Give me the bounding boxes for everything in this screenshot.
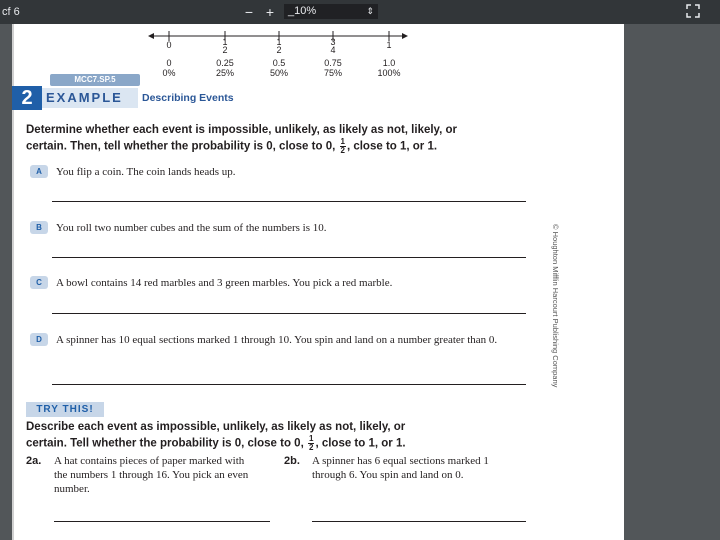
- try-this-label: TRY THIS!: [26, 402, 104, 417]
- nl-decimal-2: 0.5: [272, 58, 286, 68]
- answer-line-d[interactable]: [52, 384, 526, 385]
- document-page: [12, 24, 624, 540]
- nl-percent-1: 25%: [215, 68, 234, 78]
- fraction-one-half: $\frac{1}{2}$: [340, 137, 345, 155]
- item-badge: D: [30, 333, 48, 346]
- try-item-label: 2a.: [26, 455, 42, 467]
- item-badge: A: [30, 165, 48, 178]
- viewer-toolbar: [0, 0, 720, 24]
- page-indicator: cf 6: [2, 6, 20, 18]
- nl-decimal-0: 0: [166, 58, 172, 68]
- nl-decimal-4: 1.0: [382, 58, 396, 68]
- example-item-d: [26, 333, 526, 361]
- nl-decimal-3: 0.75: [324, 58, 342, 68]
- nl-percent-2: 50%: [269, 68, 288, 78]
- nl-frac-0: 0: [166, 40, 172, 50]
- answer-line-a[interactable]: [52, 201, 526, 202]
- nl-frac-3: 3 4: [330, 37, 336, 55]
- nl-percent-0: 0%: [162, 68, 176, 78]
- nl-decimal-1: 0.25: [216, 58, 234, 68]
- nl-frac-4: 1: [386, 40, 392, 50]
- item-text: A spinner has 10 equal sections marked 1 through 10. You spin and land on a number greater than 0.: [56, 334, 498, 346]
- example-item-b: [26, 221, 526, 235]
- standard-tag: MCC7.SP.5: [50, 74, 140, 86]
- fraction-one-half: $\frac{1}{2}$: [308, 434, 314, 452]
- example-label: EXAMPLE: [42, 88, 138, 108]
- example-title: Describing Events: [142, 92, 234, 104]
- try-item-text: A spinner has 6 equal sections marked 1 through 6. You spin and land on 0.: [312, 455, 489, 481]
- chevron-updown-icon: ⇕: [366, 6, 374, 16]
- nl-percent-3: 75%: [323, 68, 342, 78]
- answer-line-b[interactable]: [52, 257, 526, 258]
- viewer-background: [624, 24, 720, 540]
- try-item-label: 2b.: [284, 455, 300, 467]
- item-badge: B: [30, 221, 48, 234]
- item-text: You roll two number cubes and the sum of the numbers is 10.: [56, 222, 327, 234]
- try-this-instructions: Describe each event as impossible, unlikely, as likely as not, likely, or certain. Tell whether the probability is 0, close to 0, $\frac{1}{2}$ , close to 1, or 1.: [26, 421, 406, 452]
- zoom-in-button[interactable]: +: [265, 4, 275, 20]
- answer-line-2a[interactable]: [54, 521, 270, 522]
- nl-frac-2: 1 2: [276, 37, 282, 55]
- example-item-a: [26, 165, 526, 179]
- answer-line-c[interactable]: [52, 313, 526, 314]
- item-badge: C: [30, 276, 48, 289]
- nl-frac-1: 1 2: [222, 37, 228, 55]
- example-instructions: Determine whether each event is impossible, unlikely, as likely as not, likely, or certain. Then, tell whether the probability is 0, close to 0, $\frac{1}{2}$ , close to 1, or 1.: [26, 124, 457, 155]
- nl-percent-4: 100%: [377, 68, 401, 78]
- item-text: You flip a coin. The coin lands heads up.: [56, 166, 236, 178]
- try-item-2a: [26, 454, 276, 499]
- zoom-value: _10%: [288, 5, 317, 17]
- zoom-select[interactable]: [284, 4, 378, 19]
- copyright-text: © Houghton Mifflin Harcourt Publishing Company: [551, 224, 560, 388]
- item-text: A bowl contains 14 red marbles and 3 green marbles. You pick a red marble.: [56, 277, 393, 289]
- answer-line-2b[interactable]: [312, 521, 526, 522]
- fullscreen-icon[interactable]: [686, 4, 700, 18]
- try-item-text: A hat contains pieces of paper marked with the numbers 1 through 16. You pick an even number.: [54, 455, 249, 495]
- example-number: 2: [12, 86, 42, 110]
- zoom-out-button[interactable]: −: [244, 4, 254, 20]
- example-item-c: [26, 276, 526, 290]
- try-item-2b: [284, 454, 534, 484]
